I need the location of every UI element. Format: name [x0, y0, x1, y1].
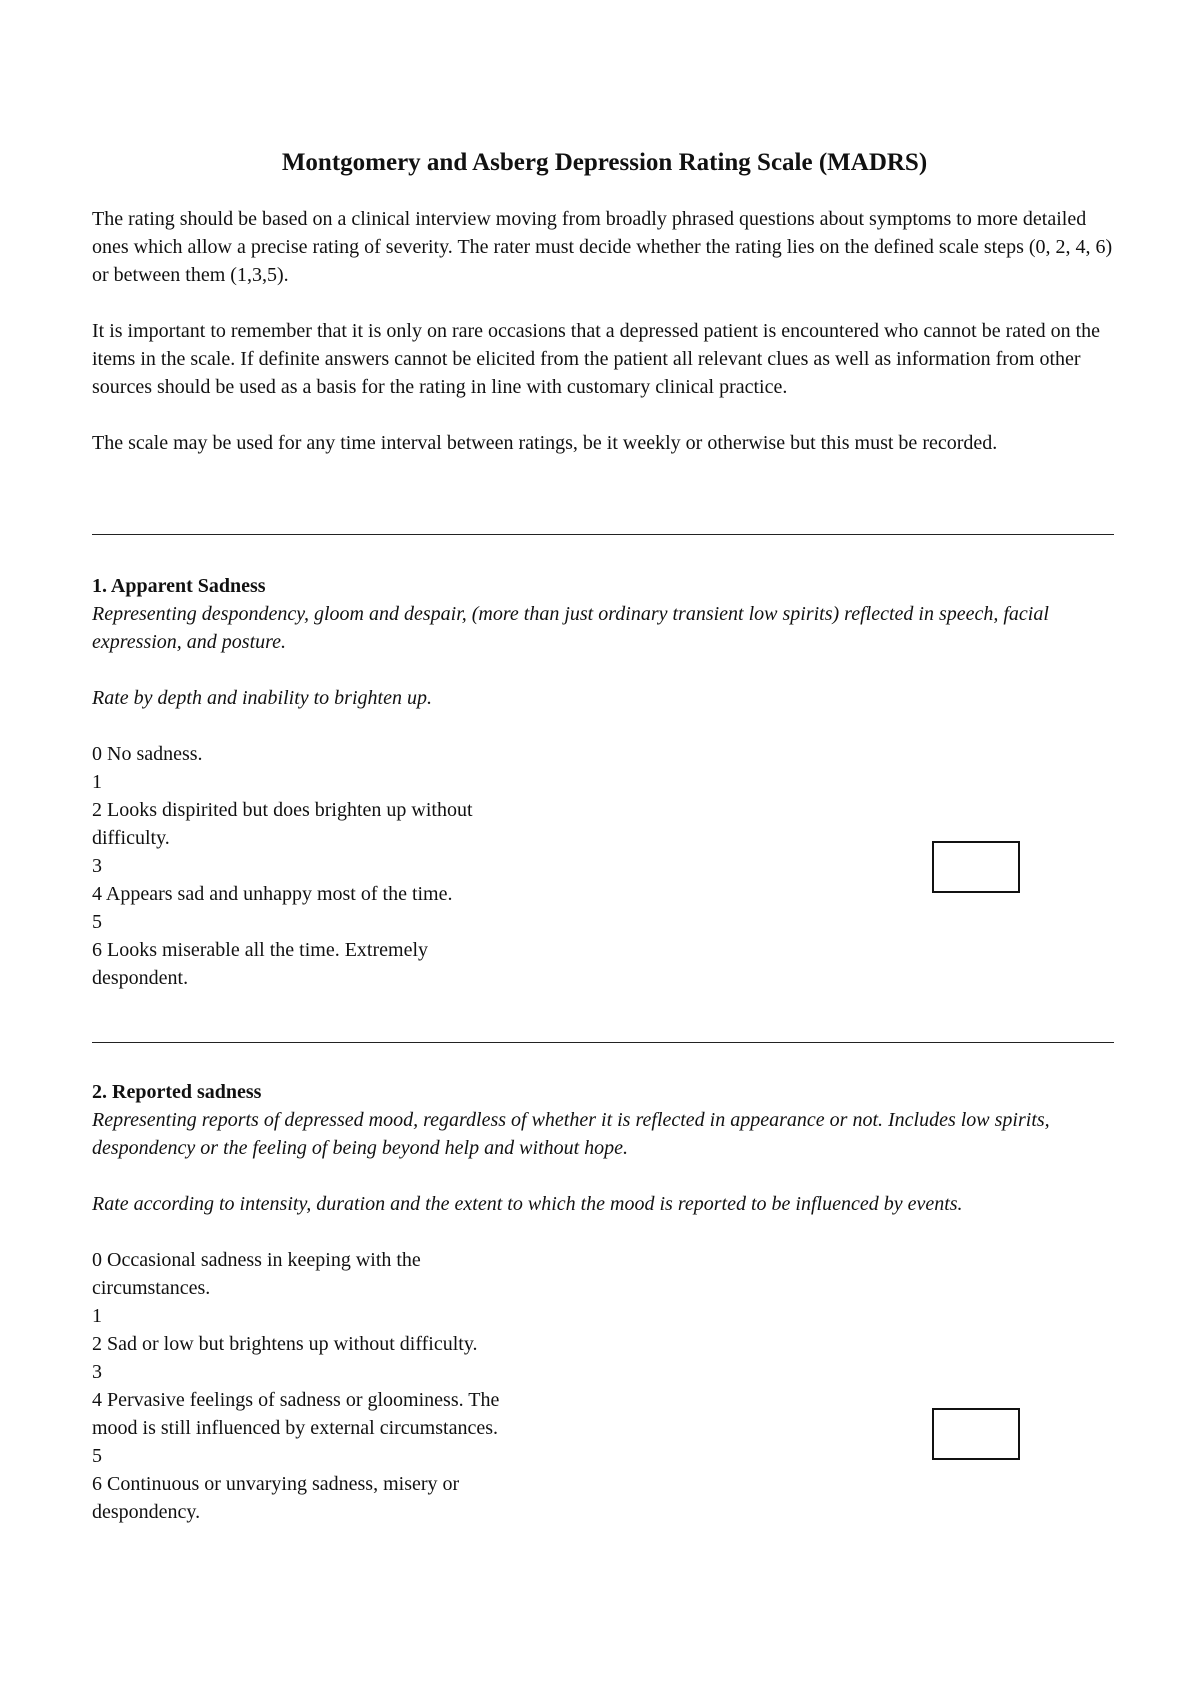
section-divider — [92, 534, 1114, 535]
rating-option: 5 — [92, 911, 102, 933]
item-description: Representing reports of depressed mood, regardless of whether it is reflected in appearance or not. Includes low spirits, despondency or the feeling of being beyond help and without hope. — [92, 1109, 1050, 1159]
item-heading: 1. Apparent Sadness — [92, 575, 266, 597]
item-instruction: Rate by depth and inability to brighten up. — [92, 687, 432, 709]
item-heading: 2. Reported sadness — [92, 1081, 262, 1103]
intro-paragraph: It is important to remember that it is only on rare occasions that a depressed patient is encountered who cannot be rated on the items in the scale. If definite answers cannot be elicited from the patient all relevant clues as well as information from other sources should be used as a basis for the rating in line with customary clinical practice. — [92, 320, 1101, 398]
rating-option: 4 Pervasive feelings of sadness or gloominess. The mood is still influenced by external circumstances. — [92, 1389, 500, 1439]
rating-option: 0 No sadness. — [92, 743, 203, 765]
rating-option: 6 Looks miserable all the time. Extremely despondent. — [92, 939, 429, 989]
rating-option: 5 — [92, 1445, 102, 1467]
rating-options — [92, 1246, 512, 1526]
document-title: Montgomery and Asberg Depression Rating Scale (MADRS) — [281, 149, 928, 176]
rating-option: 6 Continuous or unvarying sadness, misery or despondency. — [92, 1473, 460, 1523]
intro-text — [92, 205, 1117, 485]
rating-option: 0 Occasional sadness in keeping with the circumstances. — [92, 1249, 421, 1299]
rating-option: 3 — [92, 855, 102, 877]
item-description: Representing despondency, gloom and despair, (more than just ordinary transient low spirits) reflected in speech, facial expression, and posture. — [92, 603, 1049, 653]
rating-options — [92, 740, 512, 992]
item-apparent-sadness — [92, 572, 1117, 992]
score-box-reported-sadness[interactable] — [932, 1408, 1020, 1460]
intro-paragraph: The rating should be based on a clinical interview moving from broadly phrased questions about symptoms to more detailed ones which allow a precise rating of severity. The rater must decide whether the rating lies on the defined scale steps (0, 2, 4, 6) or between them (1,3,5). — [92, 208, 1113, 286]
score-box-apparent-sadness[interactable] — [932, 841, 1020, 893]
section-divider — [92, 1042, 1114, 1043]
rating-option: 2 Looks dispirited but does brighten up without difficulty. — [92, 799, 473, 849]
rating-option: 4 Appears sad and unhappy most of the time. — [92, 883, 453, 905]
rating-option: 1 — [92, 771, 102, 793]
rating-option: 1 — [92, 1305, 102, 1327]
rating-option: 2 Sad or low but brightens up without difficulty. — [92, 1333, 478, 1355]
rating-option: 3 — [92, 1361, 102, 1383]
intro-paragraph: The scale may be used for any time interval between ratings, be it weekly or otherwise but this must be recorded. — [92, 432, 998, 454]
item-instruction: Rate according to intensity, duration and the extent to which the mood is reported to be influenced by events. — [92, 1193, 963, 1215]
